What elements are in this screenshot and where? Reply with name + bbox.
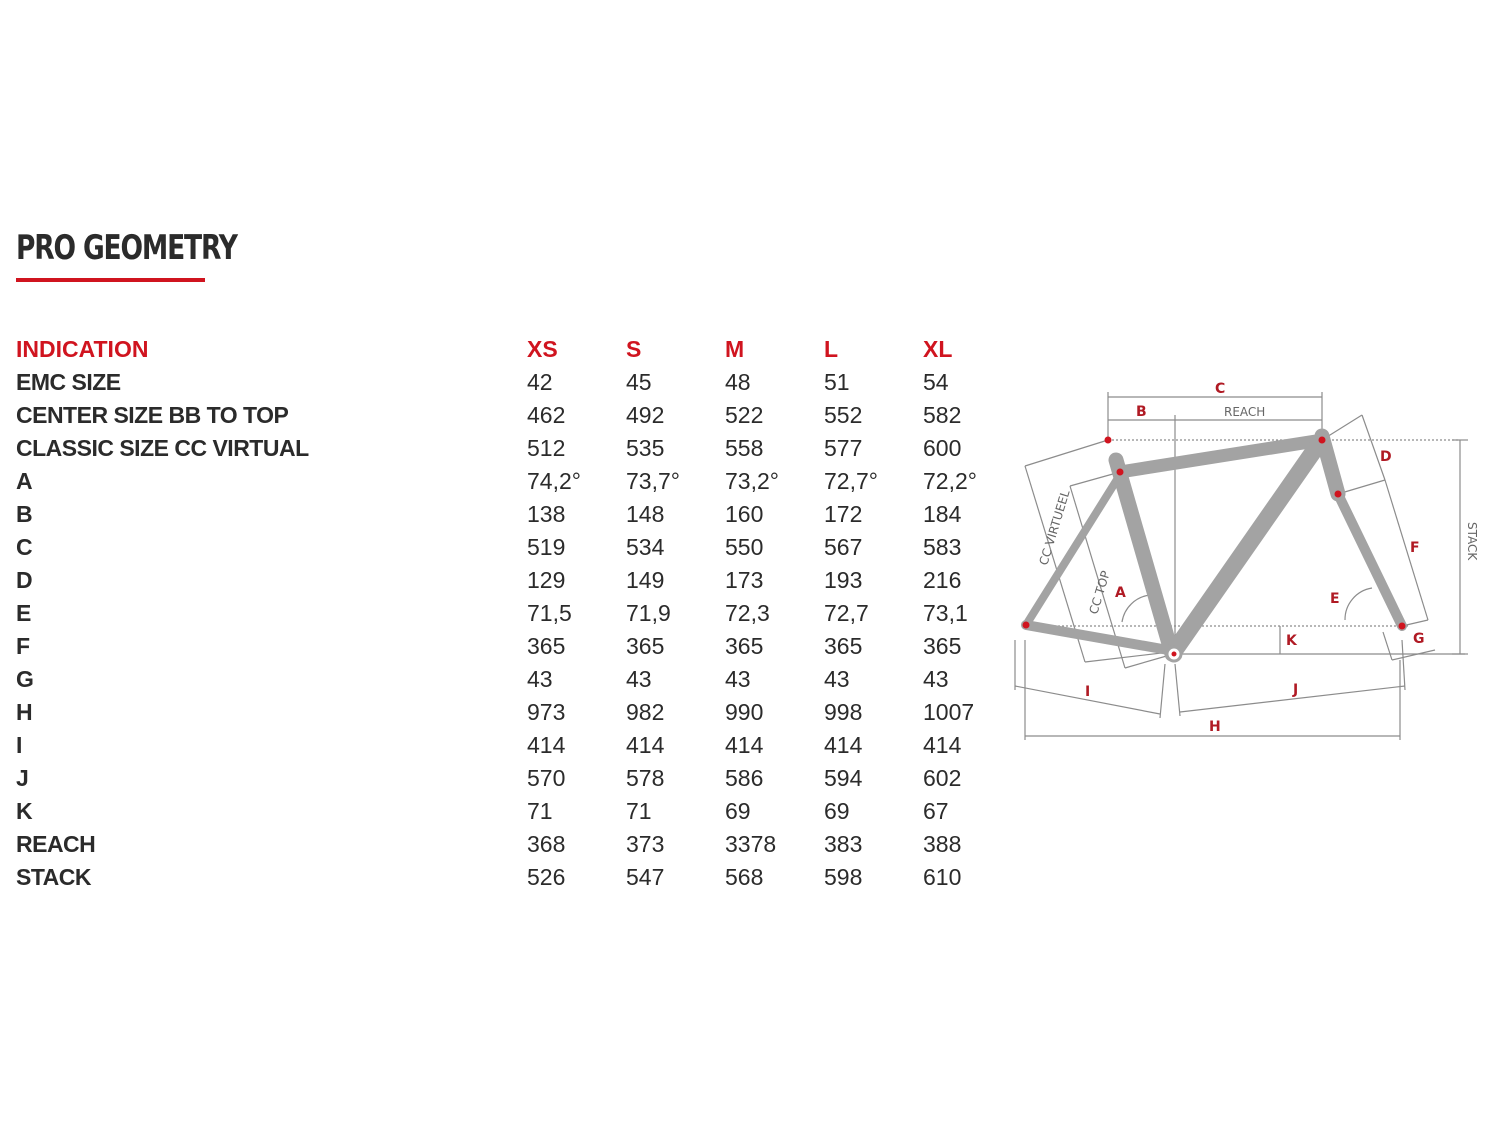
row-label: A	[16, 468, 33, 494]
table-row	[16, 663, 1003, 696]
cell-value: 43	[824, 666, 850, 692]
cell-value: 54	[923, 369, 949, 395]
table-row	[16, 828, 1003, 861]
cell-value: 414	[527, 732, 566, 758]
cell-value: 982	[626, 699, 665, 725]
table-row	[16, 696, 1003, 729]
cell-value: 172	[824, 501, 863, 527]
cell-value: 67	[923, 798, 949, 824]
cell-value: 72,7	[824, 600, 869, 626]
column-header-s: S	[626, 336, 642, 362]
cell-value: 365	[527, 633, 566, 659]
dim-label-cc-top: CC TOP	[1086, 569, 1113, 616]
cell-value: 383	[824, 831, 863, 857]
cell-value: 990	[725, 699, 764, 725]
cell-value: 512	[527, 435, 566, 461]
page-title: PRO GEOMETRY	[16, 228, 237, 268]
cell-value: 578	[626, 765, 665, 791]
cell-value: 414	[725, 732, 764, 758]
cell-value: 998	[824, 699, 863, 725]
column-header-indication: INDICATION	[16, 336, 149, 362]
cell-value: 193	[824, 567, 863, 593]
column-header-xl: XL	[923, 336, 953, 362]
cell-value: 567	[824, 534, 863, 560]
row-label: J	[16, 765, 29, 791]
table-row	[16, 729, 1003, 762]
row-label: REACH	[16, 831, 96, 857]
cell-value: 365	[626, 633, 665, 659]
cell-value: 414	[923, 732, 962, 758]
cell-value: 1007	[923, 699, 975, 725]
table-row	[16, 399, 1003, 432]
row-label: D	[16, 567, 33, 593]
cell-value: 69	[725, 798, 751, 824]
cell-value: 3378	[725, 831, 777, 857]
cell-value: 388	[923, 831, 962, 857]
cell-value: 973	[527, 699, 566, 725]
table-row	[16, 498, 1003, 531]
dim-label-d: D	[1380, 449, 1392, 465]
cell-value: 72,2°	[923, 468, 977, 494]
cell-value: 43	[626, 666, 652, 692]
cell-value: 71,9	[626, 600, 671, 626]
cell-value: 184	[923, 501, 962, 527]
dim-label-b: B	[1136, 404, 1147, 420]
cell-value: 51	[824, 369, 850, 395]
cell-value: 138	[527, 501, 566, 527]
row-label: EMC SIZE	[16, 369, 121, 395]
cell-value: 71,5	[527, 600, 572, 626]
dim-label-cc-virtueel: CC VIRTUEEL	[1036, 488, 1073, 567]
cell-value: 462	[527, 402, 566, 428]
cell-value: 72,7°	[824, 468, 878, 494]
column-header-m: M	[725, 336, 745, 362]
cell-value: 526	[527, 864, 566, 890]
cell-value: 129	[527, 567, 566, 593]
column-header-xs: XS	[527, 336, 558, 362]
cell-value: 71	[527, 798, 553, 824]
cell-value: 73,7°	[626, 468, 680, 494]
cell-value: 586	[725, 765, 764, 791]
dim-label-stack: STACK	[1465, 522, 1479, 561]
dim-label-reach: REACH	[1224, 405, 1266, 419]
dim-label-e: E	[1330, 591, 1340, 607]
cell-value: 570	[527, 765, 566, 791]
geometry-table	[16, 333, 1003, 894]
table-row	[16, 795, 1003, 828]
row-label: B	[16, 501, 33, 527]
cell-value: 568	[725, 864, 764, 890]
table-row	[16, 465, 1003, 498]
table-header-row	[16, 333, 1003, 366]
frame-geometry-diagram	[1005, 372, 1479, 752]
cell-value: 552	[824, 402, 863, 428]
cell-value: 598	[824, 864, 863, 890]
cell-value: 149	[626, 567, 665, 593]
table-row	[16, 366, 1003, 399]
dim-label-i: I	[1085, 684, 1091, 700]
table-row	[16, 630, 1003, 663]
cell-value: 160	[725, 501, 764, 527]
row-label: K	[16, 798, 33, 824]
row-label: F	[16, 633, 30, 659]
cell-value: 492	[626, 402, 665, 428]
dim-label-g: G	[1413, 631, 1425, 647]
cell-value: 42	[527, 369, 553, 395]
row-label: C	[16, 534, 33, 560]
cell-value: 610	[923, 864, 962, 890]
dim-label-k: K	[1286, 633, 1297, 649]
table-row	[16, 597, 1003, 630]
cell-value: 43	[725, 666, 751, 692]
cell-value: 600	[923, 435, 962, 461]
cell-value: 414	[824, 732, 863, 758]
row-label: STACK	[16, 864, 92, 890]
cell-value: 583	[923, 534, 962, 560]
cell-value: 72,3	[725, 600, 770, 626]
cell-value: 73,1	[923, 600, 968, 626]
dim-label-a: A	[1115, 585, 1126, 601]
row-label: CLASSIC SIZE CC VIRTUAL	[16, 435, 309, 461]
title-underline	[16, 278, 205, 282]
cell-value: 547	[626, 864, 665, 890]
cell-value: 594	[824, 765, 863, 791]
row-label: H	[16, 699, 33, 725]
table-row	[16, 762, 1003, 795]
cell-value: 365	[725, 633, 764, 659]
table-row	[16, 861, 1003, 894]
cell-value: 69	[824, 798, 850, 824]
cell-value: 43	[923, 666, 949, 692]
cell-value: 582	[923, 402, 962, 428]
dim-label-h: H	[1209, 719, 1221, 735]
cell-value: 535	[626, 435, 665, 461]
bike-frame	[1026, 436, 1402, 654]
cell-value: 550	[725, 534, 764, 560]
cell-value: 148	[626, 501, 665, 527]
row-label: G	[16, 666, 34, 692]
row-label: E	[16, 600, 31, 626]
dim-label-j: J	[1293, 682, 1299, 698]
cell-value: 365	[824, 633, 863, 659]
cell-value: 368	[527, 831, 566, 857]
cell-value: 558	[725, 435, 764, 461]
frame-points	[1023, 437, 1406, 662]
cell-value: 173	[725, 567, 764, 593]
cell-value: 365	[923, 633, 962, 659]
cell-value: 522	[725, 402, 764, 428]
cell-value: 414	[626, 732, 665, 758]
cell-value: 71	[626, 798, 652, 824]
cell-value: 602	[923, 765, 962, 791]
table-row	[16, 531, 1003, 564]
table-row	[16, 564, 1003, 597]
cell-value: 373	[626, 831, 665, 857]
row-label: CENTER SIZE BB TO TOP	[16, 402, 289, 428]
table-row	[16, 432, 1003, 465]
cell-value: 216	[923, 567, 962, 593]
cell-value: 534	[626, 534, 665, 560]
cell-value: 74,2°	[527, 468, 581, 494]
cell-value: 73,2°	[725, 468, 779, 494]
row-label: I	[16, 732, 22, 758]
cell-value: 519	[527, 534, 566, 560]
cell-value: 48	[725, 369, 751, 395]
dim-label-f: F	[1410, 540, 1420, 556]
cell-value: 43	[527, 666, 553, 692]
column-header-l: L	[824, 336, 839, 362]
cell-value: 577	[824, 435, 863, 461]
cell-value: 45	[626, 369, 652, 395]
dim-label-c: C	[1215, 381, 1226, 397]
